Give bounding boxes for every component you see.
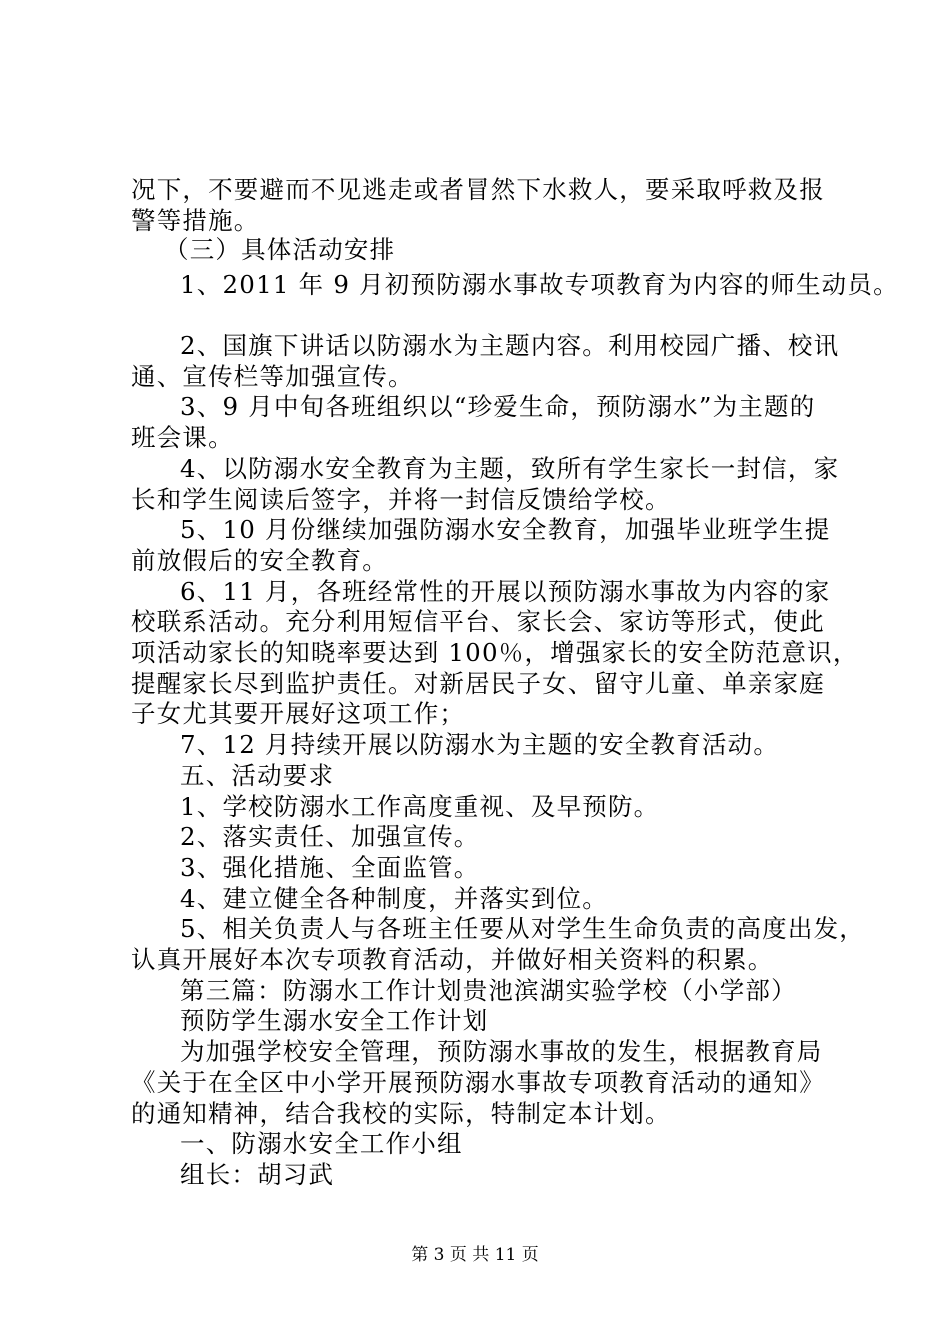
text-line: 5、10 月份继续加强防溺水安全教育，加强毕业班学生提 bbox=[180, 515, 831, 544]
text-line: 班会课。 bbox=[131, 423, 234, 452]
text-line: 7、12 月持续开展以防溺水为主题的安全教育活动。 bbox=[180, 730, 780, 759]
text-line: 通、宣传栏等加强宣传。 bbox=[131, 362, 414, 391]
text-line: 为加强学校安全管理，预防溺水事故的发生，根据教育局 bbox=[180, 1037, 823, 1066]
text-line: 的通知精神，结合我校的实际，特制定本计划。 bbox=[131, 1099, 671, 1128]
text-line: 2、国旗下讲话以防溺水为主题内容。利用校园广播、校讯 bbox=[180, 331, 840, 360]
text-line: 警等措施。 bbox=[131, 206, 260, 235]
text-line: 组长：胡习武 bbox=[180, 1160, 335, 1189]
text-line: 2、落实责任、加强宣传。 bbox=[180, 822, 480, 851]
text-line: 《关于在全区中小学开展预防溺水事故专项教育活动的通知》 bbox=[131, 1068, 825, 1097]
section-heading: （三）具体活动安排 bbox=[164, 235, 396, 264]
section-heading: 一、防溺水安全工作小组 bbox=[180, 1129, 463, 1158]
text-line: 提醒家长尽到监护责任。对新居民子女、留守儿童、单亲家庭 bbox=[131, 669, 825, 698]
text-line: 况下，不要避而不见逃走或者冒然下水救人，要采取呼救及报 bbox=[131, 175, 825, 204]
text-line: 3、9 月中旬各班组织以“珍爱生命，预防溺水”为主题的 bbox=[180, 392, 816, 421]
text-line: 1、学校防溺水工作高度重视、及早预防。 bbox=[180, 792, 660, 821]
text-line: 6、11 月，各班经常性的开展以预防溺水事故为内容的家 bbox=[180, 577, 831, 606]
text-line: 5、相关负责人与各班主任要从对学生生命负责的高度出发， bbox=[180, 914, 865, 943]
text-line: 4、建立健全各种制度，并落实到位。 bbox=[180, 884, 608, 913]
text-line: 3、强化措施、全面监管。 bbox=[180, 853, 480, 882]
text-line: 4、以防溺水安全教育为主题，致所有学生家长一封信，家 bbox=[180, 454, 840, 483]
text-line: 项活动家长的知晓率要达到 100％，增强家长的安全防范意识， bbox=[131, 638, 859, 667]
section-heading: 五、活动要求 bbox=[180, 761, 335, 790]
text-line: 长和学生阅读后签字，并将一封信反馈给学校。 bbox=[131, 485, 671, 514]
text-line: 前放假后的安全教育。 bbox=[131, 546, 388, 575]
section-heading: 第三篇：防溺水工作计划贵池滨湖实验学校（小学部） bbox=[180, 976, 797, 1005]
text-line: 认真开展好本次专项教育活动，并做好相关资料的积累。 bbox=[131, 945, 774, 974]
text-line: 1、2011 年 9 月初预防溺水事故专项教育为内容的师生动员。 bbox=[180, 270, 899, 299]
text-line: 子女尤其要开展好这项工作； bbox=[131, 699, 466, 728]
text-line: 校联系活动。充分利用短信平台、家长会、家访等形式，使此 bbox=[131, 607, 825, 636]
page-number-footer: 第 3 页 共 11 页 bbox=[411, 1245, 539, 1265]
section-heading: 预防学生溺水安全工作计划 bbox=[180, 1006, 489, 1035]
